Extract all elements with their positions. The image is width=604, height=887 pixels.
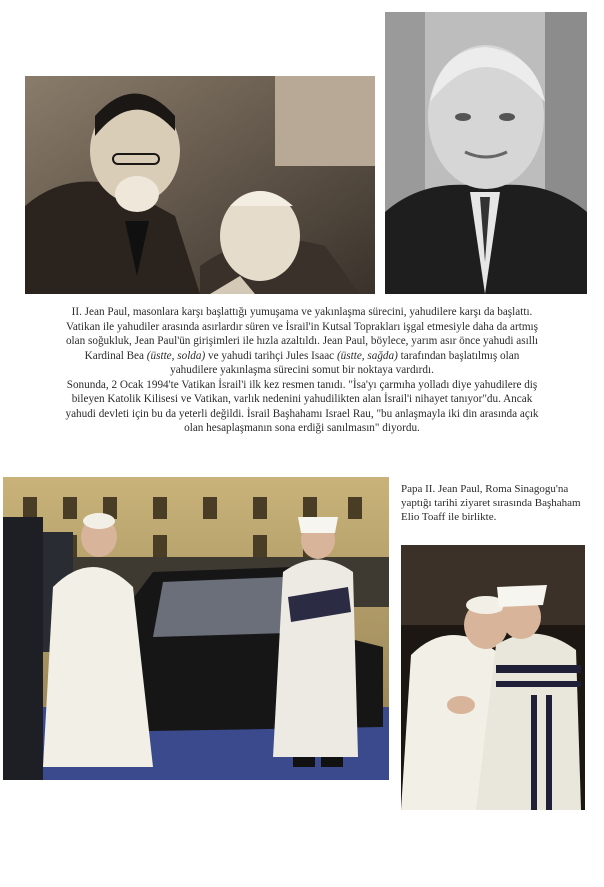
side-caption: Papa II. Jean Paul, Roma Sinagogu'na yaptığı tarihi ziyaret sırasında Başhaham Elio Toaff ile birlikte. [401,483,581,523]
photo-pope-embrace [401,545,585,810]
caption-ref-top-left: (üstte, solda) [146,349,206,362]
photo-jules-isaac [385,12,587,294]
photo-cardinal-bea [25,76,375,294]
caption-text: ve yahudi tarihçi Jules Isaac [205,349,337,362]
main-caption [60,305,544,436]
caption-text: tarafından başlatılmış olan yahudilere yakınlaşma sürecini somut bir noktaya vardırdı. [170,349,520,376]
photo-pope-greeting [3,477,389,780]
caption-paragraph-1 [60,305,544,378]
caption-paragraph-2: Sonunda, 2 Ocak 1994'te Vatikan İsrail'i ilk kez resmen tanıdı. "İsa'yı çarmıha yolladı diye yahudilere diş bileyen Katolik Kilisesi ve Vatikan, varlık nedenini yahudilikten alan İsrail'i nihayet tanıyor"du. Ancak yahudi devleti için bu da yeterli değildi. İsrail Başhahamı Israel Rau, "bu anlaşmayla iki din arasında açık olan hesaplaşmanın sona erdiği sanılmasın" diyordu. [65,378,539,434]
caption-text: II. Jean Paul, masonlara karşı başlattığı yumuşama ve yakınlaşma sürecini, yahudilere karşı da başlattı. Vatikan ile yahudiler arasında asırlardır süren ve İsrail'in Kutsal Toprakları işgal etmesiyle daha da artmış olan soğukluk, Jean Paul'ün girişimleri ile hızla azaltıldı. Jean Paul, böylece, yarım asır önce yahudi asıllı Kardinal Bea [65,306,539,362]
caption-ref-top-right: (üstte, sağda) [336,349,398,362]
